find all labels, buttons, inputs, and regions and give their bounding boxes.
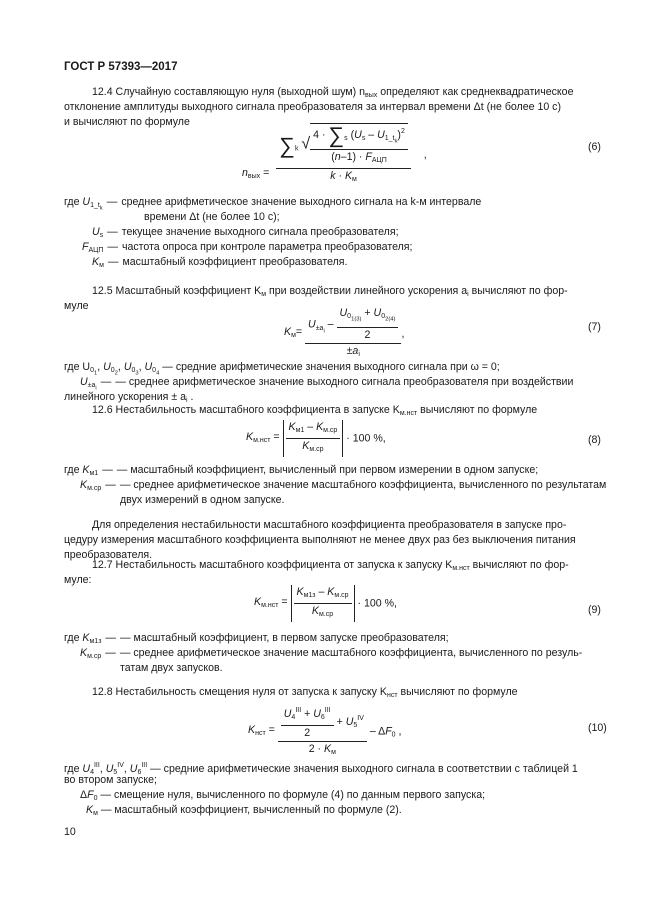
s12-8-line-1: 12.8 Нестабильность смещения нуля от запуска к запуску $K_{нст}$ вычисляют по формуле: [92, 686, 518, 699]
s12-5-def-1: где $U_{0_1}$, $U_{0_2}$, $U_{0_3}$, $U_{0_4}$ — средние арифметические значения выходного сигнала при ω = 0;: [64, 361, 500, 377]
s12-7-line-1: 12.7 Нестабильность масштабного коэффициента от запуска к запуску $K_{м.нст}$ вычисляют по фор-: [92, 559, 569, 572]
s12-6-line-1: 12.6 Нестабильность масштабного коэффициента в запуске $K_{м.нст}$ вычисляют по формуле: [92, 404, 538, 417]
s12-7-def-2b: татам двух запусков.: [120, 662, 223, 674]
formula-6-number: (6): [588, 141, 601, 153]
formula-9-number: (9): [588, 604, 601, 616]
formula-8-number: (8): [588, 434, 601, 446]
s12-5-line-2: муле: [64, 300, 89, 312]
s12-7-line-2: муле:: [64, 574, 92, 586]
s12-8-def-1b: во втором запуске;: [64, 774, 157, 786]
s12-7-def-2: $K_{м.ср}$ — — среднее арифметическое значение масштабного коэффициента, вычисленного по резуль-: [80, 647, 583, 660]
formula-7: $K_м=$ $U_{\pm a_i}$ – $\frac{U_{0_{1(3)}} + U_{0_{2(4)}}}{2}$ $\pm a_i$ ,: [284, 306, 404, 362]
s12-4-def-4: $K_м$ — масштабный коэффициент преобразователя.: [92, 256, 348, 269]
s12-4-line-1: 12.4 Случайную составляющую нуля (выходной шум) $n_{вых}$ определяют как среднеквадратическое: [92, 86, 574, 99]
s12-5-line-1: 12.5 Масштабный коэффициент $K_м$ при воздействии линейного ускорения $a_i$ вычисляют по фор-: [92, 285, 568, 298]
s12-6-para-line-3: преобразователя.: [64, 549, 153, 561]
s12-5-def-2: $U_{\pm a_i}—$ — среднее арифметическое значение выходного сигнала преобразователя при воздействии: [80, 376, 574, 392]
s12-4-def-1: где $U_{1\_t_k}—$ среднее арифметическое значение выходного сигнала на k-м интервале: [64, 196, 482, 212]
s12-5-def-2b: линейного ускорения ± $a_i$ .: [64, 391, 194, 404]
s12-4-line-2: отклонение амплитуды выходного сигнала преобразователя за интервал времени Δt (не более 10 с): [64, 101, 562, 113]
document-header: ГОСТ Р 57393—2017: [64, 61, 178, 73]
s12-6-def-2: $K_{м.ср}$ — — среднее арифметическое значение масштабного коэффициента, вычисленного по результатам: [80, 479, 607, 492]
formula-10-number: (10): [588, 722, 607, 734]
s12-4-def-1b: времени Δt (не более 10 с);: [144, 211, 280, 223]
s12-6-def-1: где $K_{м1}$ — — масштабный коэффициент, вычисленный при первом измерении в одном запуске;: [64, 464, 539, 477]
s12-4-def-2: $U_s$ — текущее значение выходного сигнала преобразователя;: [92, 226, 399, 239]
formula-8: $K_{м.нст}$ = $\frac{K_{м1} - K_{м.ср}}{K_{м.ср}}$ · 100 %,: [246, 420, 386, 457]
s12-6-para-line-2: цедуру измерения масштабного коэффициента выполняют не менее двух раз без выключения питания: [64, 534, 576, 546]
s12-8-def-2: $\Delta F_0$ — смещение нуля, вычисленного по формуле (4) по данным первого запуска;: [80, 789, 486, 802]
s12-8-def-3: $K_м$ — масштабный коэффициент, вычисленный по формуле (2).: [86, 804, 402, 817]
formula-7-number: (7): [588, 321, 601, 333]
s12-4-line-3: и вычисляют по формуле: [64, 116, 190, 128]
page-number: 10: [64, 826, 76, 838]
formula-9: $K_{м.нст}$ = $\frac{K_{м1з} - K_{м.ср}}{K_{м.ср}}$ · 100 %,: [254, 585, 397, 622]
s12-7-def-1: где $K_{м1з}$ — — масштабный коэффициент, в первом запуске преобразователя;: [64, 632, 449, 645]
formula-10: $K_{нст}$ = $\frac{U_4^{III} + U_6^{III}}{2}$ + $U_5^{IV}$ $2 \cdot K_м$ – $\Delta F_0$ ,: [248, 703, 401, 760]
s12-8-def-1: где $U_4^{III}$, $U_5^{IV}$, $U_6^{III}$ — средние арифметические значения выходного сигнала в соответствии с таблицей 1: [64, 762, 578, 776]
formula-6: $n_{вых}$ = $\sum_k$ √ $\frac{4 \cdot \sum_s (U_s - U_{1\_t_k})^2}{(n-1) \cdot F_{АЦП}}$ $k \cdot K_м$ ,: [242, 123, 427, 187]
s12-6-para-line-1: Для определения нестабильности масштабного коэффициента преобразователя в запуске про-: [92, 519, 567, 531]
s12-6-def-2b: двух измерений в одном запуске.: [120, 494, 285, 506]
s12-4-def-3: $F_{АЦП}$ — частота опроса при контроле параметра преобразователя;: [82, 241, 413, 254]
